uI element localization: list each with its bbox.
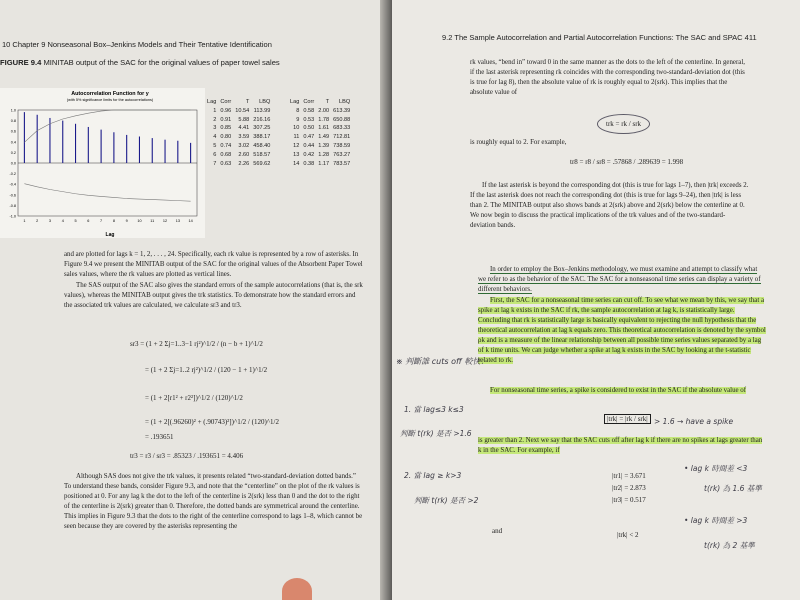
table-cell: 650.88 bbox=[333, 116, 351, 123]
boxed-equation bbox=[604, 415, 651, 423]
table-cell: 0.80 bbox=[220, 134, 232, 141]
x-tick-label: 3 bbox=[48, 219, 52, 223]
table-header-cell: Lag bbox=[207, 99, 217, 105]
table-row bbox=[288, 124, 352, 133]
table-header-cell: Corr bbox=[303, 99, 315, 105]
handnote-1: 1. 當 lag≤3 k≤3 bbox=[404, 405, 464, 414]
table-cell: 7 bbox=[213, 160, 217, 167]
right-paragraph-4 bbox=[478, 265, 766, 295]
table-row bbox=[288, 142, 352, 151]
x-tick-label: 11 bbox=[150, 219, 155, 223]
table-row bbox=[205, 160, 272, 169]
t-value-1: |tr1| = 3.671 bbox=[612, 472, 646, 480]
table-header-cell: LBQ bbox=[339, 99, 351, 105]
table-cell: 2.26 bbox=[238, 160, 250, 167]
left-page bbox=[0, 0, 388, 600]
table-cell: 10 bbox=[293, 125, 300, 132]
table-cell: 0.42 bbox=[303, 151, 315, 158]
chart-xlabel: Lag bbox=[105, 232, 115, 238]
figure-label: FIGURE 9.4 bbox=[0, 58, 42, 67]
equation-sr3-5: = .193651 bbox=[145, 433, 174, 441]
table-cell: 613.39 bbox=[333, 107, 351, 114]
x-tick-label: 7 bbox=[100, 219, 103, 223]
x-tick-label: 14 bbox=[188, 219, 193, 223]
handnote-2: 2. 當 lag ≥ k>3 bbox=[404, 471, 462, 480]
table-cell: 0.85 bbox=[220, 125, 232, 132]
table-cell: 3 bbox=[213, 125, 217, 132]
table-cell: 0.96 bbox=[220, 107, 232, 114]
right-paragraph-2: is roughly equal to 2. For example, bbox=[470, 139, 567, 146]
y-tick-label: -1.0 bbox=[9, 214, 16, 219]
table-cell: 763.27 bbox=[333, 151, 351, 158]
handnote-2b: 判斷 t(rk) 是否 >2 bbox=[414, 496, 479, 505]
paragraph-7-text: is greater than 2. Next we say that the SAC cuts off after lag k if there are no spikes at lags greater than k in the SAC. For example, if bbox=[478, 437, 763, 454]
table-row bbox=[205, 124, 272, 133]
table-cell: 307.25 bbox=[253, 125, 271, 132]
left-paragraph-2: The SAS output of the SAC also gives the standard errors of the sample autocorrelations (that is, the srk values), whereas the MINITAB output gives the trk statistics. To demonstrate how the standard errors and the associated trk values are calculated, we calculate sr3 and tr3. bbox=[64, 282, 363, 309]
x-tick-label: 8 bbox=[112, 219, 115, 223]
equation-sr3-1: sr3 = (1 + 2 Σj=1..3−1 rj²)^1/2 / (n − b + 1)^1/2 bbox=[130, 340, 263, 348]
table-cell: 0.47 bbox=[303, 134, 315, 141]
table-cell: 0.63 bbox=[220, 160, 232, 167]
figure-caption-text: MINITAB output of the SAC for the original values of paper towel sales bbox=[43, 58, 280, 67]
x-tick-label: 9 bbox=[125, 219, 128, 223]
y-tick-label: -0.6 bbox=[9, 193, 16, 198]
t-value-list bbox=[612, 470, 646, 506]
acf-chart bbox=[0, 88, 205, 238]
right-paragraph-6 bbox=[478, 386, 766, 396]
handnote-1b: 判斷 t(rk) 是否 >1.6 bbox=[400, 429, 472, 438]
table-cell: 3.59 bbox=[238, 134, 250, 141]
right-paragraph-7 bbox=[478, 436, 766, 456]
t-value-2: |tr2| = 2.873 bbox=[612, 484, 646, 492]
table-cell: 518.57 bbox=[253, 151, 271, 158]
table-cell: 113.99 bbox=[253, 107, 271, 114]
table-cell: 1.49 bbox=[318, 134, 330, 141]
y-tick-label: 1.0 bbox=[10, 108, 16, 113]
table-cell: 12 bbox=[293, 142, 300, 149]
table-cell: 11 bbox=[293, 134, 300, 141]
table-row bbox=[288, 107, 352, 116]
lag-table-2 bbox=[288, 98, 352, 168]
table-cell: 0.44 bbox=[303, 142, 315, 149]
table-cell: 10.54 bbox=[235, 107, 250, 114]
equation-sr3-4: = (1 + 2[(.96260)² + (.90743)²])^1/2 / (120)^1/2 bbox=[145, 418, 280, 426]
table-cell: 0.91 bbox=[220, 116, 232, 123]
table-cell: 1.61 bbox=[318, 125, 330, 132]
y-tick-label: 0.6 bbox=[10, 129, 16, 134]
table-cell: 0.38 bbox=[303, 160, 315, 167]
table-cell: 1 bbox=[213, 107, 217, 114]
equation-sr3-2: = (1 + 2 Σj=1..2 rj²)^1/2 / (120 − 1 + 1)^1/2 bbox=[145, 366, 268, 374]
table-cell: 9 bbox=[296, 116, 300, 123]
figure-caption bbox=[0, 58, 280, 67]
table-cell: 683.33 bbox=[333, 125, 351, 132]
x-tick-label: 12 bbox=[162, 219, 168, 223]
boxed-equation-text: |trk| = |rk / srk| bbox=[604, 414, 651, 424]
lag-table-1 bbox=[205, 98, 272, 168]
x-tick-label: 10 bbox=[137, 219, 142, 223]
x-tick-label: 6 bbox=[87, 219, 90, 223]
table-cell: 2 bbox=[213, 116, 217, 123]
table-cell: 1.28 bbox=[318, 151, 330, 158]
table-cell: 388.17 bbox=[253, 134, 271, 141]
circled-equation: trk = rk / srk bbox=[597, 114, 650, 134]
table-cell: 6 bbox=[213, 151, 217, 158]
table-row bbox=[205, 142, 272, 151]
table-cell: 4.41 bbox=[238, 125, 250, 132]
left-page-header: 10 Chapter 9 Nonseasonal Box–Jenkins Models and Their Tentative Identification bbox=[2, 40, 272, 49]
y-tick-label: -0.4 bbox=[9, 182, 16, 187]
chart-title: Autocorrelation Function for y bbox=[71, 91, 149, 97]
table-cell: 458.40 bbox=[253, 142, 271, 149]
y-tick-label: 0.0 bbox=[10, 161, 16, 166]
table-header-cell: T bbox=[325, 99, 330, 105]
table-header-cell: LBQ bbox=[259, 99, 271, 105]
y-tick-label: 0.2 bbox=[10, 150, 16, 155]
table-row bbox=[288, 116, 352, 125]
left-paragraph-3: Although SAS does not give the trk values, it presents related “two-standard-deviation dotted bands.” To understand these bands, consider Figure 9.3, and note that the “centerline” on the plot of the rk values is positioned at 0. For any lag k the dot to the left of the centerline is 2(srk) less than 0 and the dot to the right of the centerline is 2(srk) greater than 0. Therefore, the dotted bands are symmetrical around the centerline. This implies in Figure 9.3 that the dots to the right of the centerline correspond to lags 1–8, which cannot be seen because they are covered by the asterisks representing the bbox=[64, 473, 363, 530]
table-header-cell: Lag bbox=[290, 99, 300, 105]
equation-sr3-3: = (1 + 2[r1² + r2²])^1/2 / (120)^1/2 bbox=[145, 394, 243, 402]
handnote-r2b: t(rk) 為 2 基準 bbox=[704, 541, 755, 550]
table-cell: 0.74 bbox=[220, 142, 232, 149]
x-tick-label: 1 bbox=[23, 219, 26, 223]
table-cell: 13 bbox=[293, 151, 300, 158]
table-cell: 4 bbox=[213, 134, 217, 141]
handnote-side: ※ 判斷誰 cuts off 較快： bbox=[396, 357, 489, 366]
paragraph-4-text: In order to employ the Box–Jenkins methodology, we must examine and attempt to classify what we refer to as the behavior of the SAC. The SAC for a nonseasonal time series can display a variety of different behaviors. bbox=[478, 266, 761, 293]
table-row bbox=[288, 133, 352, 142]
table-row bbox=[288, 160, 352, 169]
table-cell: 2.60 bbox=[238, 151, 250, 158]
right-paragraph-3: If the last asterisk is beyond the corresponding dot (this is true for lags 1–7), then |trk| exceeds 2. If the last asterisk does not reach the corresponding dot (this is true for lags 9–24), then |trk| is less than 2. The MINITAB output also shows bands at 2(srk) above and 2(srk) below the centerline at 0. We now begin to discuss the practical implications of the trk values and of the two-standard-deviation bands. bbox=[470, 182, 749, 229]
paragraph-6-text: For nonseasonal time series, a spike is considered to exist in the SAC if the absolute value of bbox=[490, 387, 747, 394]
table-cell: 712.81 bbox=[333, 134, 351, 141]
table-cell: 0.53 bbox=[303, 116, 315, 123]
last-equation: |trk| < 2 bbox=[617, 531, 639, 539]
x-tick-label: 4 bbox=[61, 219, 64, 223]
y-tick-label: 0.4 bbox=[10, 140, 16, 145]
handnote-r2: • lag k 時間差 >3 bbox=[684, 516, 748, 525]
x-tick-label: 13 bbox=[175, 219, 180, 223]
t-value-3: |tr3| = 0.517 bbox=[612, 496, 646, 504]
handnote-r1b: t(rk) 為 1.6 基準 bbox=[704, 484, 762, 493]
left-paragraph-1: and are plotted for lags k = 1, 2, . . . , 24. Specifically, each rk value is represented by a row of asterisks. In Figure 9.4 we present the MINITAB output of the SAC for the original values of the Absorbent Paper Towel sales values, where the rk values are plotted as vertical lines. bbox=[64, 251, 363, 278]
table-cell: 2.00 bbox=[318, 107, 330, 114]
table-cell: 14 bbox=[293, 160, 300, 167]
example-equation: tr8 = r8 / sr8 = .57868 / .289639 = 1.998 bbox=[570, 158, 684, 166]
table-cell: 783.57 bbox=[333, 160, 351, 167]
x-tick-label: 5 bbox=[74, 219, 77, 223]
y-tick-label: 0.8 bbox=[10, 119, 16, 124]
table-cell: 0.68 bbox=[220, 151, 232, 158]
x-tick-label: 2 bbox=[36, 219, 39, 223]
table-row bbox=[205, 116, 272, 125]
chart-subtitle: (with 5% significance limits for the autocorrelations) bbox=[66, 98, 154, 102]
y-tick-label: -0.2 bbox=[9, 172, 16, 177]
thumb bbox=[282, 578, 312, 600]
right-page bbox=[392, 0, 800, 600]
table-cell: 1.17 bbox=[318, 160, 330, 167]
table-cell: 0.58 bbox=[303, 107, 315, 114]
handnote-r1: • lag k 時間差 <3 bbox=[684, 464, 748, 473]
table-row bbox=[288, 151, 352, 160]
handnote-arrow: > 1.6 → have a spike bbox=[654, 417, 734, 426]
table-cell: 738.59 bbox=[333, 142, 351, 149]
table-row bbox=[205, 151, 272, 160]
table-cell: 5 bbox=[213, 142, 217, 149]
table-cell: 8 bbox=[296, 107, 300, 114]
table-cell: 569.62 bbox=[253, 160, 271, 167]
right-paragraph-1: rk values, “bend in” toward 0 in the same manner as the dots to the left of the centerline. In general, if the last asterisk representing rk coincides with the corresponding two-standard-deviation dot (this is true for lag 8), then the absolute value of rk is roughly equal to 2(srk). This implies that the absolute value of bbox=[470, 59, 745, 96]
table-header-cell: T bbox=[245, 99, 250, 105]
and-word: and bbox=[492, 527, 503, 535]
y-tick-label: -0.8 bbox=[9, 203, 16, 208]
table-cell: 216.16 bbox=[253, 116, 271, 123]
paragraph-5-text: First, the SAC for a nonseasonal time series can cut off. To see what we mean by this, we say that a spike at lag k exists in the SAC if rk, the sample autocorrelation at lag k, is statistically large. Concluding that rk is statistically large is basically equivalent to rejecting the null hypothesis that the theoretical autocorrelation at lag k equals zero. This theoretical autocorrelation is denoted by the symbol ρk and is a measure of the linear relationship between all possible time series values separated by a lag of k time units. We can judge whether a spike at lag k exists in the SAC by looking at the t-statistic related to rk. bbox=[478, 297, 766, 364]
table-row bbox=[205, 133, 272, 142]
table-cell: 3.02 bbox=[238, 142, 250, 149]
right-page-header: 9.2 The Sample Autocorrelation and Partial Autocorrelation Functions: The SAC and SPAC 411 bbox=[442, 33, 757, 42]
table-cell: 5.88 bbox=[238, 116, 250, 123]
table-row bbox=[205, 107, 272, 116]
table-cell: 0.50 bbox=[303, 125, 315, 132]
table-header-cell: Corr bbox=[220, 99, 232, 105]
equation-tr3: tr3 = r3 / sr3 = .85323 / .193651 = 4.406 bbox=[130, 452, 244, 460]
table-cell: 1.39 bbox=[318, 142, 330, 149]
table-cell: 1.78 bbox=[318, 116, 330, 123]
right-paragraph-5 bbox=[478, 296, 766, 366]
